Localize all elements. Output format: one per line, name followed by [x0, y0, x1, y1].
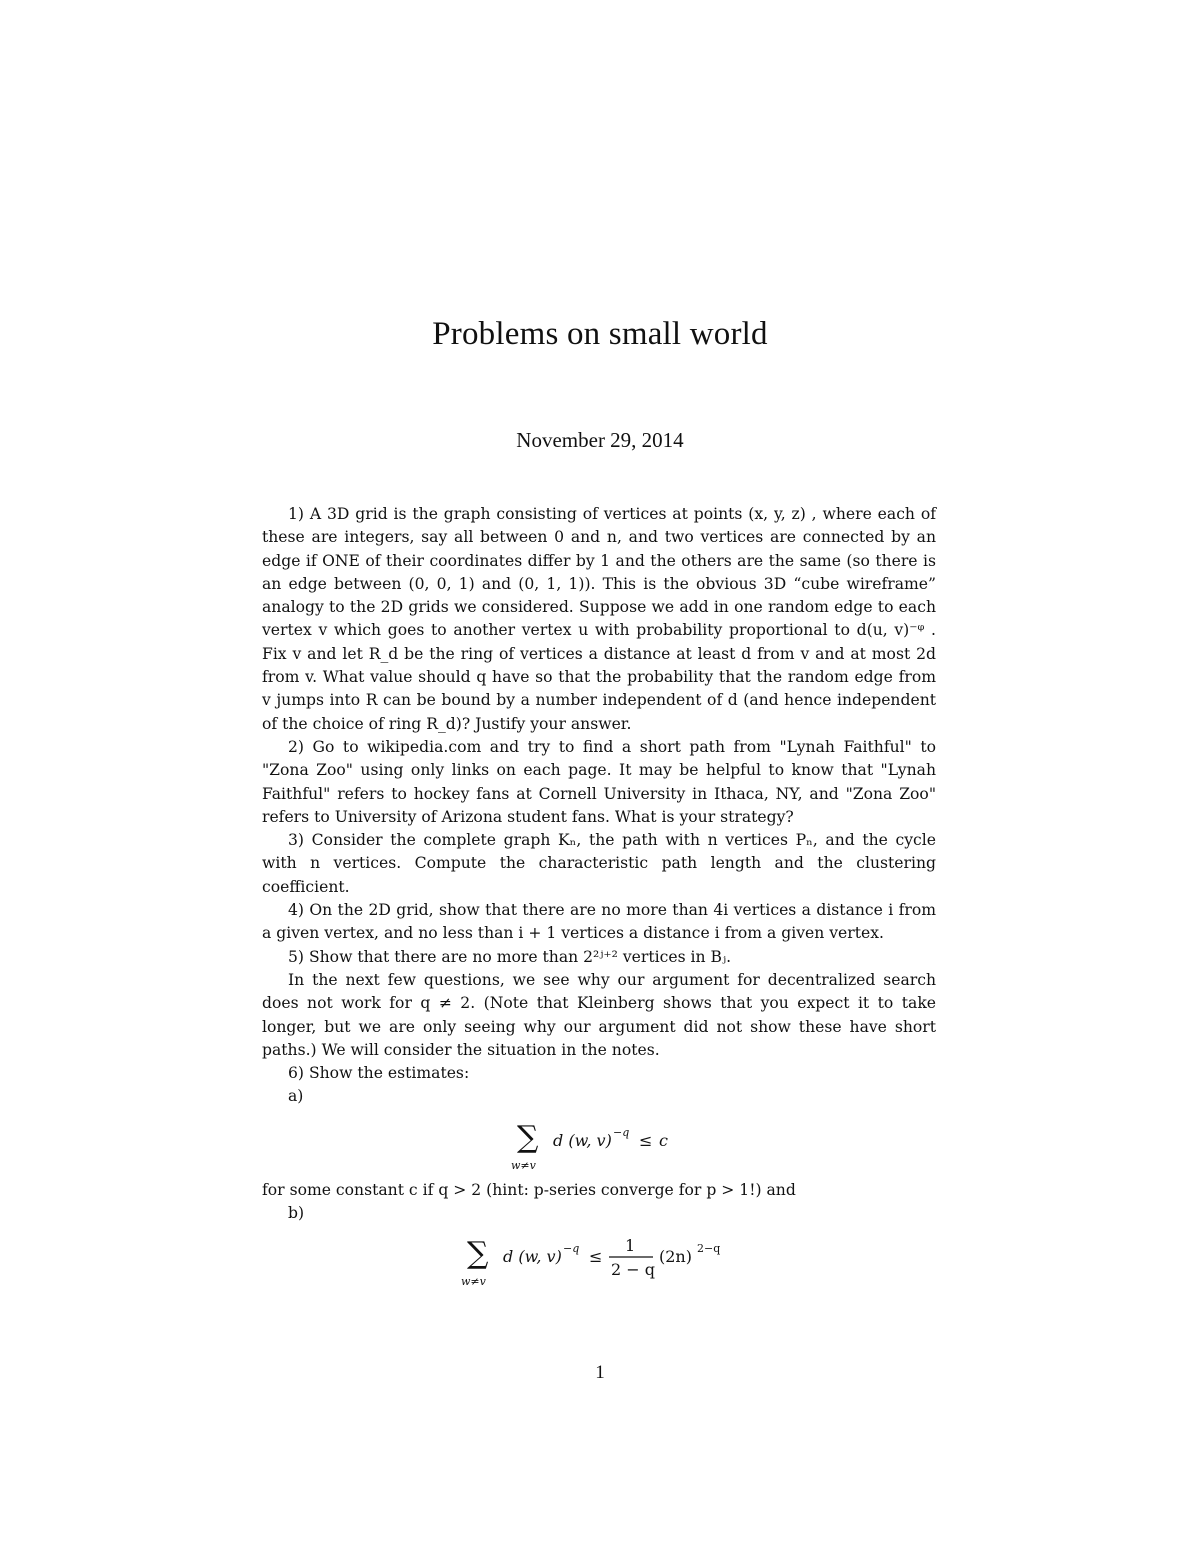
problem-1: 1) A 3D grid is the graph consisting of vertices at points (x, y, z) , where each of these are integers, say all between 0 and n, and two vertices are connected by an edge if ONE of their coordinates differ by 1 and the others are the same (so there is an edge between (0, 0, 1) and (0, 1, 1)). This is the obvious 3D “cube wireframe” analogy to the 2D grids we considered. Suppose we add in one random edge to each vertex v which goes to another vertex u with probability proportional to d(u, v)⁻ᵠ . Fix v and let R_d be the ring of vertices a distance at least d from v and at most 2d from v. What value should q have so that the probability that the random edge from v jumps into R can be bound by a number independent of d (and hence independent of the choice of ring R_d)? Justify your answer.	[262, 505, 936, 733]
paper-title: Problems on small world	[432, 316, 768, 352]
problem-body	[262, 503, 936, 1295]
problem-6a-label: a)	[288, 1087, 304, 1106]
problem-6a-followup: for some constant c if q > 2 (hint: p-series converge for p > 1!) and	[262, 1180, 796, 1199]
sum-symbol: ∑	[517, 1119, 539, 1155]
sum-subscript: w≠v	[511, 1158, 536, 1172]
fraction-numerator: 1	[625, 1236, 636, 1256]
problem-3: 3) Consider the complete graph Kₙ, the path with n vertices Pₙ, and the cycle with n vertices. Compute the characteristic path length and the clustering coefficient.	[262, 831, 936, 896]
distance-term: d (w, v)	[503, 1247, 562, 1267]
rhs-constant: c	[659, 1130, 668, 1150]
less-equal: ≤	[589, 1247, 603, 1267]
problem-5: 5) Show that there are no more than 2²ʲ⁺² vertices in Bⱼ.	[288, 947, 732, 966]
problem-6: 6) Show the estimates:	[288, 1064, 470, 1083]
fraction-denominator: 2 − q	[611, 1260, 655, 1280]
problem-4: 4) On the 2D grid, show that there are no more than 4i vertices a distance i from a given vertex, and no less than i + 1 vertices a distance i from a given vertex.	[262, 901, 936, 943]
equation-6b	[262, 1229, 936, 1289]
exponent: −q	[563, 1242, 580, 1256]
exponent: −q	[613, 1125, 630, 1139]
rhs-exponent: 2−q	[697, 1242, 721, 1256]
page-number: 1	[595, 1362, 605, 1383]
problem-6b-label: b)	[288, 1204, 305, 1223]
distance-term: d (w, v)	[553, 1130, 612, 1150]
equation-6a	[262, 1113, 936, 1173]
sum-symbol: ∑	[467, 1236, 489, 1272]
problem-2: 2) Go to wikipedia.com and try to find a short path from "Lynah Faithful" to "Zona Zoo" using only links on each page. It may be helpful to know that "Lynah Faithful" refers to hockey fans at Cornell University in Ithaca, NY, and "Zona Zoo" refers to University of Arizona student fans. What is your strategy?	[262, 737, 936, 826]
sum-subscript: w≠v	[461, 1275, 486, 1289]
paper-date: November 29, 2014	[516, 428, 684, 452]
rhs-base: (2n)	[659, 1247, 692, 1267]
less-equal: ≤	[639, 1130, 653, 1150]
decentralized-search-intro: In the next few questions, we see why our argument for decentralized search does not work for q ≠ 2. (Note that Kleinberg shows that you expect it to take longer, but we are only seeing why our argument did not show these have short paths.) We will consider the situation in the notes.	[262, 970, 936, 1059]
